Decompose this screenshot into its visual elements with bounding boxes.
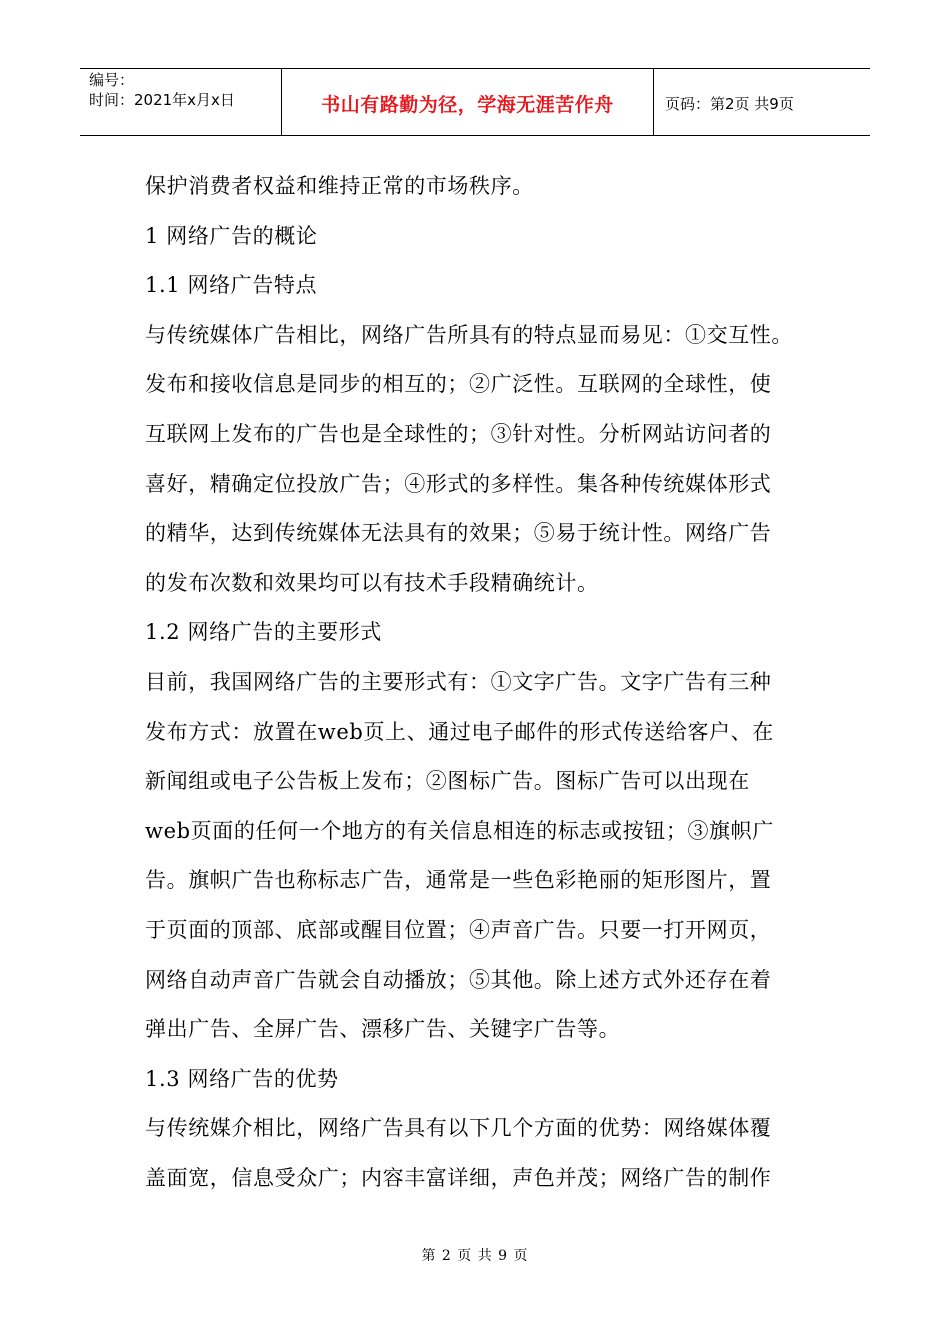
body-line: 目前，我国网络广告的主要形式有：①文字广告。文字广告有三种 [145, 669, 772, 694]
document-date-label: 时间：2021年x月x日 [89, 91, 235, 109]
subsection-heading: 1.1 网络广告特点 [145, 273, 318, 298]
body-line: 于页面的顶部、底部或醒目位置；④声音广告。只要一打开网页， [145, 917, 772, 942]
header-page-info: 页码：第2页 共9页 [665, 95, 794, 113]
header-motto: 书山有路勤为径，学海无涯苦作舟 [321, 94, 614, 116]
body-line: 互联网上发布的广告也是全球性的；③针对性。分析网站访问者的 [145, 421, 772, 446]
section-heading: 1 网络广告的概论 [145, 223, 318, 248]
header-meta-cell [80, 69, 282, 135]
document-number-label: 编号： [89, 71, 135, 89]
header-motto-cell [282, 69, 654, 135]
body-line: web页面的任何一个地方的有关信息相连的标志或按钮；③旗帜广 [145, 818, 774, 843]
body-line: 网络自动声音广告就会自动播放；⑤其他。除上述方式外还存在着 [145, 967, 772, 992]
subsection-heading: 1.2 网络广告的主要形式 [145, 620, 382, 645]
subsection-heading: 1.3 网络广告的优势 [145, 1066, 339, 1091]
body-line: 的精华，达到传统媒体无法具有的效果；⑤易于统计性。网络广告 [145, 521, 772, 546]
body-line: 新闻组或电子公告板上发布；②图标广告。图标广告可以出现在 [145, 769, 750, 794]
body-line: 保护消费者权益和维持正常的市场秩序。 [145, 174, 534, 198]
body-line: 的发布次数和效果均可以有技术手段精确统计。 [145, 570, 599, 595]
body-line: 发布和接收信息是同步的相互的；②广泛性。互联网的全球性，使 [145, 372, 772, 397]
header-page-cell [654, 69, 870, 135]
body-line: 盖面宽，信息受众广；内容丰富详细，声色并茂；网络广告的制作 [145, 1165, 772, 1190]
body-line: 告。旗帜广告也称标志广告，通常是一些色彩艳丽的矩形图片，置 [145, 868, 772, 893]
body-line: 与传统媒体广告相比，网络广告所具有的特点显而易见：①交互性。 [145, 322, 793, 347]
document-header [80, 68, 870, 136]
body-line: 与传统媒介相比，网络广告具有以下几个方面的优势：网络媒体覆 [145, 1116, 772, 1141]
body-line: 喜好，精确定位投放广告；④形式的多样性。集各种传统媒体形式 [145, 471, 772, 496]
document-body [145, 162, 825, 1203]
body-line: 弹出广告、全屏广告、漂移广告、关键字广告等。 [145, 1017, 621, 1042]
body-line: 发布方式：放置在web页上、通过电子邮件的形式传送给客户、在 [145, 719, 774, 744]
page-footer: 第 2 页 共 9 页 [421, 1248, 529, 1264]
